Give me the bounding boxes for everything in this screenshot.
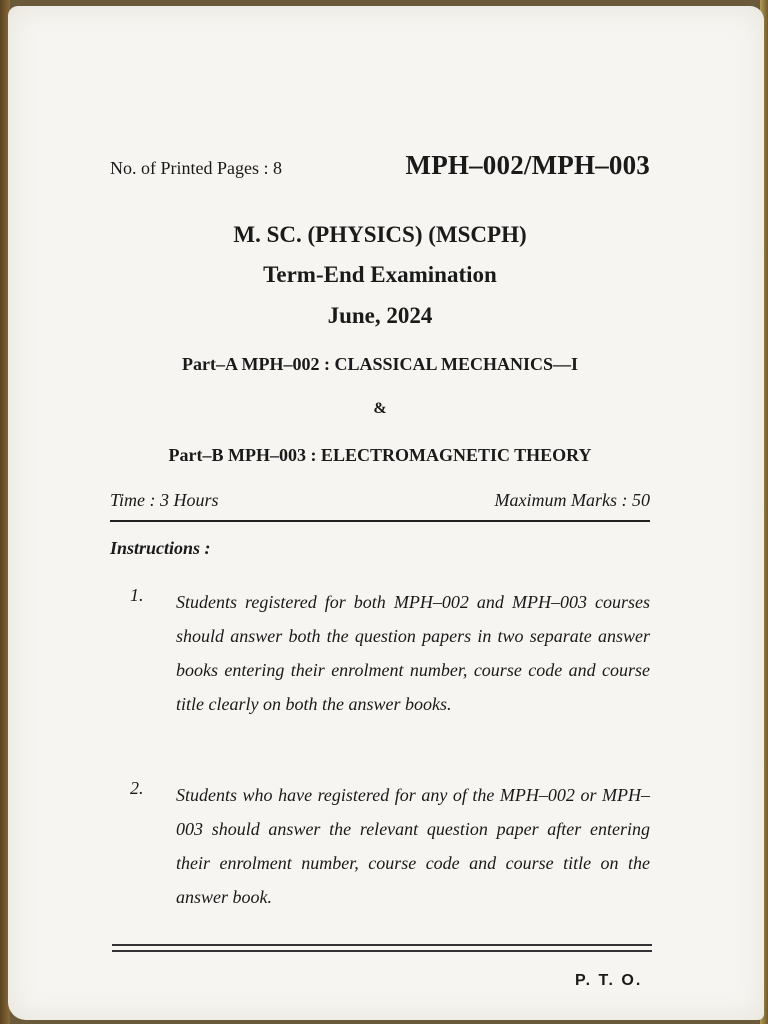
paper-code: MPH–002/MPH–003	[405, 150, 650, 180]
instruction-item-2	[130, 778, 650, 914]
instruction-text: Students who have registered for any of the MPH–002 or MPH–003 should answer the relevant question paper after entering their enrolment number, course code and course title on the answer book.	[176, 785, 650, 907]
please-turn-over: P. T. O.	[575, 972, 643, 989]
instruction-number: 1.	[130, 585, 144, 605]
instructions-heading: Instructions :	[110, 538, 211, 558]
programme-title: M. SC. (PHYSICS) (MSCPH)	[233, 222, 527, 247]
instruction-number: 2.	[130, 778, 144, 798]
maximum-marks: Maximum Marks : 50	[494, 490, 650, 510]
parts-ampersand: &	[373, 400, 387, 417]
exam-time: Time : 3 Hours	[110, 490, 219, 510]
instruction-text: Students registered for both MPH–002 and MPH–003 courses should answer both the question papers in two separate answer books entering their enrolment number, course code and course title clearly on both the answer books.	[176, 592, 650, 714]
printed-pages-count: No. of Printed Pages : 8	[110, 158, 282, 178]
part-a-title: Part–A MPH–002 : CLASSICAL MECHANICS—I	[181, 354, 579, 374]
part-b-title: Part–B MPH–003 : ELECTROMAGNETIC THEORY	[168, 445, 592, 465]
exam-session: June, 2024	[327, 303, 433, 328]
footer-double-divider	[112, 944, 652, 952]
header-divider	[110, 520, 650, 522]
exam-title: Term-End Examination	[263, 262, 497, 287]
paper-header	[110, 150, 650, 181]
exam-meta-row	[110, 490, 650, 511]
instruction-item-1	[130, 585, 650, 721]
